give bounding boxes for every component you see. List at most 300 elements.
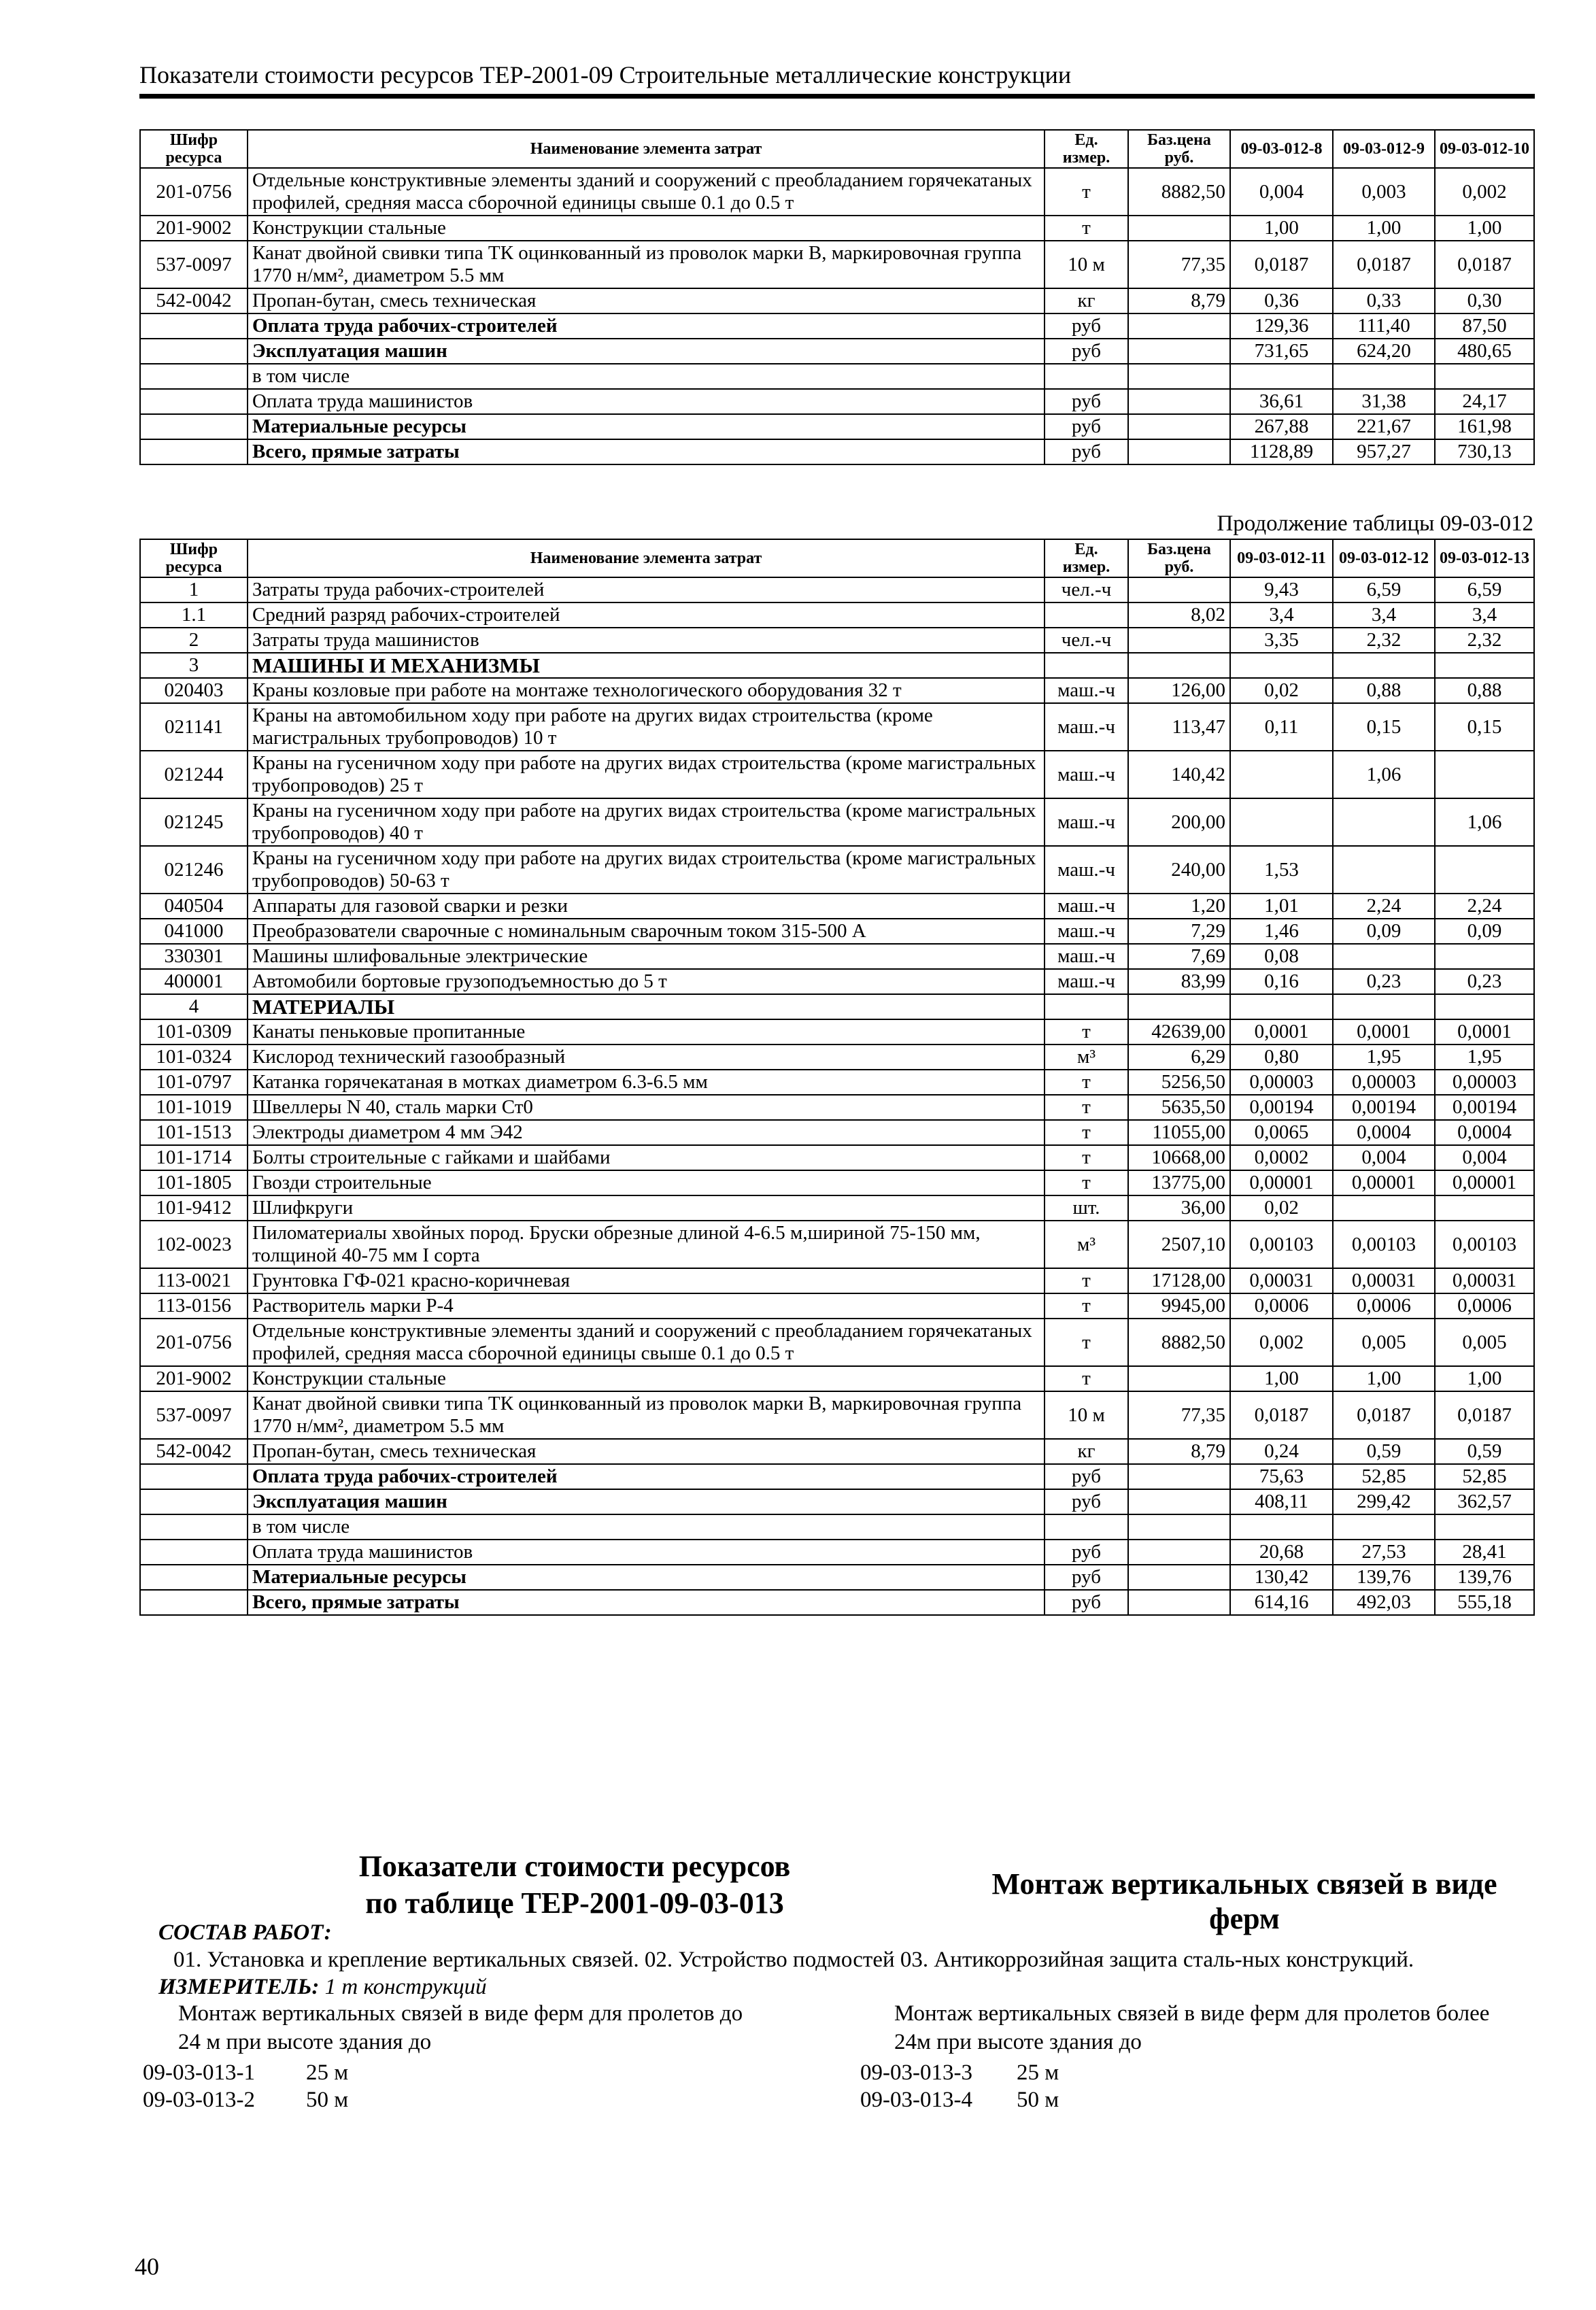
- composition-block: [158, 1919, 1546, 2001]
- cell-value: 1,01: [1230, 894, 1333, 919]
- table-row: [140, 1095, 1534, 1120]
- cell-value: 1,00: [1230, 1366, 1333, 1391]
- cell-price: 8882,50: [1128, 168, 1230, 216]
- cell-code: 101-0797: [140, 1070, 248, 1095]
- cell-value: [1333, 846, 1435, 894]
- cell-value: 3,35: [1230, 628, 1333, 653]
- continuation-label: Продолжение таблицы 09-03-012: [1217, 511, 1533, 536]
- cell-value: 0,005: [1333, 1319, 1435, 1366]
- cell-code: 102-0023: [140, 1221, 248, 1268]
- cell-unit: руб: [1045, 313, 1128, 339]
- cell-price: 77,35: [1128, 1391, 1230, 1439]
- cell-value: 0,30: [1435, 288, 1534, 313]
- cell-value: 1,95: [1333, 1044, 1435, 1070]
- cell-value: 555,18: [1435, 1590, 1534, 1615]
- table-row: [140, 1070, 1534, 1095]
- table-row: [140, 1590, 1534, 1615]
- cell-value: 0,0006: [1230, 1293, 1333, 1319]
- cell-value: 3,4: [1333, 602, 1435, 628]
- cell-value: [1435, 364, 1534, 389]
- column-header: Баз.цена руб.: [1128, 539, 1230, 577]
- cell-value: 0,80: [1230, 1044, 1333, 1070]
- cell-value: 492,03: [1333, 1590, 1435, 1615]
- cell-price: [1128, 577, 1230, 602]
- cell-value: 0,00194: [1333, 1095, 1435, 1120]
- composition-label: СОСТАВ РАБОТ:: [158, 1920, 332, 1945]
- left-codes: [143, 2059, 348, 2113]
- table-row: [140, 1195, 1534, 1221]
- cell-code: 101-0324: [140, 1044, 248, 1070]
- cell-value: 0,08: [1230, 944, 1333, 969]
- cell-unit: [1045, 653, 1128, 678]
- table-row: [140, 1221, 1534, 1268]
- cell-name: Отдельные конструктивные элементы зданий и сооружений с преобладанием горячекатаных профилей, средняя масса сборочной единицы свыше 0.1 до 0.5 т: [248, 1319, 1045, 1366]
- cell-value: 27,53: [1333, 1540, 1435, 1565]
- cell-unit: т: [1045, 1319, 1128, 1366]
- cell-value: [1435, 994, 1534, 1019]
- cell-unit: руб: [1045, 439, 1128, 464]
- table-row: [140, 944, 1534, 969]
- cell-code: 201-0756: [140, 168, 248, 216]
- cell-code: 3: [140, 653, 248, 678]
- table-row: [140, 216, 1534, 241]
- cell-value: 0,23: [1333, 969, 1435, 994]
- cell-code: 101-1805: [140, 1170, 248, 1195]
- cell-value: 0,00001: [1333, 1170, 1435, 1195]
- code-line: 09-03-013-2 50 м: [143, 2088, 349, 2112]
- cell-value: 2,24: [1435, 894, 1534, 919]
- cell-value: 730,13: [1435, 439, 1534, 464]
- cell-value: 0,0187: [1230, 241, 1333, 288]
- cell-code: [140, 339, 248, 364]
- right-description: Монтаж вертикальных связей в виде ферм для пролетов более 24м при высоте здания до: [894, 2001, 1490, 2054]
- cell-price: 83,99: [1128, 969, 1230, 994]
- table-row: [140, 1366, 1534, 1391]
- cell-name: Затраты труда машинистов: [248, 628, 1045, 653]
- cell-value: [1333, 1195, 1435, 1221]
- cell-value: 408,11: [1230, 1489, 1333, 1514]
- cell-value: 0,003: [1333, 168, 1435, 216]
- cell-unit: маш.-ч: [1045, 894, 1128, 919]
- table-row: [140, 678, 1534, 703]
- cell-price: [1128, 1489, 1230, 1514]
- cell-code: 542-0042: [140, 288, 248, 313]
- cell-value: 0,0006: [1333, 1293, 1435, 1319]
- cell-code: 201-9002: [140, 216, 248, 241]
- cell-code: 201-0756: [140, 1319, 248, 1366]
- cell-name: Эксплуатация машин: [248, 339, 1045, 364]
- table-header-row: [140, 130, 1534, 168]
- cell-code: [140, 364, 248, 389]
- cell-value: 161,98: [1435, 414, 1534, 439]
- column-header: 09-03-012-11: [1230, 539, 1333, 577]
- cell-unit: маш.-ч: [1045, 798, 1128, 846]
- cell-value: 1,00: [1435, 1366, 1534, 1391]
- cell-price: 42639,00: [1128, 1019, 1230, 1044]
- cell-code: [140, 313, 248, 339]
- cell-code: 021141: [140, 703, 248, 751]
- cell-price: [1128, 389, 1230, 414]
- right-codes: [860, 2059, 1059, 2113]
- cell-value: [1333, 798, 1435, 846]
- cell-value: 0,59: [1333, 1439, 1435, 1464]
- cell-unit: кг: [1045, 288, 1128, 313]
- cell-value: 1,00: [1333, 216, 1435, 241]
- cell-value: 0,0002: [1230, 1145, 1333, 1170]
- cell-price: [1128, 1366, 1230, 1391]
- cell-value: 0,0187: [1230, 1391, 1333, 1439]
- cell-value: 1,00: [1230, 216, 1333, 241]
- cell-unit: руб: [1045, 389, 1128, 414]
- cell-name: Грунтовка ГФ-021 красно-коричневая: [248, 1268, 1045, 1293]
- column-header: Баз.цена руб.: [1128, 130, 1230, 168]
- table-row: [140, 703, 1534, 751]
- cell-name: МАТЕРИАЛЫ: [248, 994, 1045, 1019]
- cell-price: [1128, 1590, 1230, 1615]
- cell-value: 267,88: [1230, 414, 1333, 439]
- cell-name: Растворитель марки Р-4: [248, 1293, 1045, 1319]
- cell-value: 2,24: [1333, 894, 1435, 919]
- cell-value: 480,65: [1435, 339, 1534, 364]
- cell-unit: 10 м: [1045, 1391, 1128, 1439]
- cell-value: 24,17: [1435, 389, 1534, 414]
- cell-value: 1128,89: [1230, 439, 1333, 464]
- cell-value: [1333, 944, 1435, 969]
- cell-value: 2,32: [1333, 628, 1435, 653]
- cell-name: Канаты пеньковые пропитанные: [248, 1019, 1045, 1044]
- code-line: 09-03-013-4 50 м: [860, 2088, 1059, 2112]
- cell-name: Оплата труда машинистов: [248, 389, 1045, 414]
- cell-price: [1128, 994, 1230, 1019]
- cell-name: Краны на гусеничном ходу при работе на других видах строительства (кроме магистральных трубопроводов) 50-63 т: [248, 846, 1045, 894]
- measurer-value: 1 т конструкций: [324, 1975, 487, 1999]
- cell-price: 126,00: [1128, 678, 1230, 703]
- cell-unit: руб: [1045, 1489, 1128, 1514]
- cell-value: 129,36: [1230, 313, 1333, 339]
- cell-value: 0,0001: [1333, 1019, 1435, 1044]
- cell-unit: [1045, 994, 1128, 1019]
- table-row: [140, 1464, 1534, 1489]
- cell-price: [1128, 364, 1230, 389]
- table-row: [140, 798, 1534, 846]
- cell-price: [1128, 439, 1230, 464]
- cell-unit: чел.-ч: [1045, 577, 1128, 602]
- cell-price: 9945,00: [1128, 1293, 1230, 1319]
- table-row: [140, 994, 1534, 1019]
- cell-name: Оплата труда машинистов: [248, 1540, 1045, 1565]
- cell-code: [140, 1464, 248, 1489]
- header-rule: [139, 94, 1535, 99]
- cell-value: 9,43: [1230, 577, 1333, 602]
- cell-name: Пропан-бутан, смесь техническая: [248, 288, 1045, 313]
- cell-unit: руб: [1045, 339, 1128, 364]
- cell-name: Краны на гусеничном ходу при работе на других видах строительства (кроме магистральных трубопроводов) 25 т: [248, 751, 1045, 798]
- cell-price: [1128, 313, 1230, 339]
- cell-code: 020403: [140, 678, 248, 703]
- table-row: [140, 1319, 1534, 1366]
- cell-unit: т: [1045, 216, 1128, 241]
- cell-unit: маш.-ч: [1045, 846, 1128, 894]
- cell-name: Кислород технический газообразный: [248, 1044, 1045, 1070]
- cell-unit: руб: [1045, 1464, 1128, 1489]
- table-row: [140, 1391, 1534, 1439]
- table-row: [140, 439, 1534, 464]
- cell-value: [1333, 653, 1435, 678]
- cell-code: 113-0156: [140, 1293, 248, 1319]
- cell-code: [140, 414, 248, 439]
- cell-value: 0,00001: [1435, 1170, 1534, 1195]
- cell-price: 200,00: [1128, 798, 1230, 846]
- cell-unit: [1045, 1514, 1128, 1540]
- table-row: [140, 1489, 1534, 1514]
- cell-name: Краны козловые при работе на монтаже технологического оборудования 32 т: [248, 678, 1045, 703]
- cell-value: 0,002: [1435, 168, 1534, 216]
- cell-value: 139,76: [1435, 1565, 1534, 1590]
- cell-unit: т: [1045, 1070, 1128, 1095]
- cell-value: 2,32: [1435, 628, 1534, 653]
- cell-value: 31,38: [1333, 389, 1435, 414]
- cell-unit: м³: [1045, 1044, 1128, 1070]
- cell-name: Пиломатериалы хвойных пород. Бруски обрезные длиной 4-6.5 м,шириной 75-150 мм, толщиной 40-75 мм I сорта: [248, 1221, 1045, 1268]
- table-header-row: [140, 539, 1534, 577]
- cell-value: [1230, 364, 1333, 389]
- cell-value: 0,00194: [1230, 1095, 1333, 1120]
- cell-code: 113-0021: [140, 1268, 248, 1293]
- cell-unit: маш.-ч: [1045, 969, 1128, 994]
- cell-name: Эксплуатация машин: [248, 1489, 1045, 1514]
- cell-name: Материальные ресурсы: [248, 414, 1045, 439]
- cell-price: 11055,00: [1128, 1120, 1230, 1145]
- cell-value: 0,15: [1435, 703, 1534, 751]
- cell-name: Болты строительные с гайками и шайбами: [248, 1145, 1045, 1170]
- cell-value: 0,02: [1230, 1195, 1333, 1221]
- cell-value: 1,00: [1333, 1366, 1435, 1391]
- cell-value: 1,95: [1435, 1044, 1534, 1070]
- cell-value: 0,24: [1230, 1439, 1333, 1464]
- resource-table-1: [139, 129, 1535, 465]
- cell-price: 8882,50: [1128, 1319, 1230, 1366]
- column-header: 09-03-012-12: [1333, 539, 1435, 577]
- cell-code: 021246: [140, 846, 248, 894]
- column-header: Шифр ресурса: [140, 130, 248, 168]
- table-row: [140, 414, 1534, 439]
- cell-code: 101-0309: [140, 1019, 248, 1044]
- cell-price: 240,00: [1128, 846, 1230, 894]
- cell-unit: руб: [1045, 1565, 1128, 1590]
- cell-code: [140, 1590, 248, 1615]
- cell-name: МАШИНЫ И МЕХАНИЗМЫ: [248, 653, 1045, 678]
- cell-value: 52,85: [1435, 1464, 1534, 1489]
- cell-name: Материальные ресурсы: [248, 1565, 1045, 1590]
- cell-unit: руб: [1045, 1590, 1128, 1615]
- cell-value: 0,0187: [1435, 241, 1534, 288]
- cell-value: 1,06: [1333, 751, 1435, 798]
- cell-name: Электроды диаметром 4 мм Э42: [248, 1120, 1045, 1145]
- table-row: [140, 241, 1534, 288]
- cell-value: 0,004: [1435, 1145, 1534, 1170]
- column-header: 09-03-012-13: [1435, 539, 1534, 577]
- cell-value: [1230, 751, 1333, 798]
- subtitle-right: Монтаж вертикальных связей в виде ферм: [991, 1867, 1497, 1935]
- cell-unit: т: [1045, 1268, 1128, 1293]
- cell-value: 0,36: [1230, 288, 1333, 313]
- cell-code: 2: [140, 628, 248, 653]
- cell-code: 537-0097: [140, 241, 248, 288]
- cell-code: [140, 1540, 248, 1565]
- cell-code: [140, 1489, 248, 1514]
- cell-value: 0,00031: [1230, 1268, 1333, 1293]
- cell-price: [1128, 1565, 1230, 1590]
- cell-value: [1435, 751, 1534, 798]
- column-header: 09-03-012-8: [1230, 130, 1333, 168]
- cell-price: 2507,10: [1128, 1221, 1230, 1268]
- cell-value: 6,59: [1333, 577, 1435, 602]
- cell-code: 021245: [140, 798, 248, 846]
- cell-price: 77,35: [1128, 241, 1230, 288]
- table-row: [140, 1268, 1534, 1293]
- cell-price: [1128, 1464, 1230, 1489]
- table-row: [140, 602, 1534, 628]
- cell-price: [1128, 414, 1230, 439]
- cell-unit: маш.-ч: [1045, 944, 1128, 969]
- cell-code: 101-9412: [140, 1195, 248, 1221]
- cell-price: 6,29: [1128, 1044, 1230, 1070]
- cell-value: [1230, 1514, 1333, 1540]
- cell-name: в том числе: [248, 1514, 1045, 1540]
- cell-value: 0,0065: [1230, 1120, 1333, 1145]
- cell-value: 0,0001: [1230, 1019, 1333, 1044]
- cell-code: 101-1019: [140, 1095, 248, 1120]
- code-line: 09-03-013-3 25 м: [860, 2060, 1059, 2085]
- cell-value: 0,33: [1333, 288, 1435, 313]
- cell-value: 0,00103: [1435, 1221, 1534, 1268]
- table-row: [140, 288, 1534, 313]
- cell-price: 7,69: [1128, 944, 1230, 969]
- cell-value: [1435, 1514, 1534, 1540]
- table-row: [140, 1170, 1534, 1195]
- column-header: Наименование элемента затрат: [248, 539, 1045, 577]
- table-row: [140, 894, 1534, 919]
- cell-name: Машины шлифовальные электрические: [248, 944, 1045, 969]
- cell-name: в том числе: [248, 364, 1045, 389]
- cell-value: 52,85: [1333, 1464, 1435, 1489]
- cell-value: 0,00003: [1230, 1070, 1333, 1095]
- cell-name: Канат двойной свивки типа ТК оцинкованный из проволок марки В, маркировочная группа 1770 н/мм², диаметром 5.5 мм: [248, 241, 1045, 288]
- cell-value: 0,15: [1333, 703, 1435, 751]
- cell-price: 17128,00: [1128, 1268, 1230, 1293]
- cell-value: 0,002: [1230, 1319, 1333, 1366]
- column-header: Ед. измер.: [1045, 130, 1128, 168]
- cell-price: [1128, 1514, 1230, 1540]
- cell-value: 1,06: [1435, 798, 1534, 846]
- cell-price: 1,20: [1128, 894, 1230, 919]
- cell-value: [1230, 653, 1333, 678]
- subtitle-left: Показатели стоимости ресурсов по таблице ТЕР-2001-09-03-013: [358, 1850, 791, 1920]
- cell-price: 8,79: [1128, 1439, 1230, 1464]
- cell-value: 0,09: [1333, 919, 1435, 944]
- cell-value: 731,65: [1230, 339, 1333, 364]
- table-row: [140, 389, 1534, 414]
- cell-value: 0,004: [1230, 168, 1333, 216]
- cell-value: 0,88: [1435, 678, 1534, 703]
- cell-code: 041000: [140, 919, 248, 944]
- cell-name: Отдельные конструктивные элементы зданий и сооружений с преобладанием горячекатаных профилей, средняя масса сборочной единицы свыше 0.1 до 0.5 т: [248, 168, 1045, 216]
- column-header: Наименование элемента затрат: [248, 130, 1045, 168]
- table-row: [140, 628, 1534, 653]
- cell-unit: маш.-ч: [1045, 678, 1128, 703]
- cell-value: 0,00003: [1333, 1070, 1435, 1095]
- cell-value: 362,57: [1435, 1489, 1534, 1514]
- table-row: [140, 1565, 1534, 1590]
- cell-name: Пропан-бутан, смесь техническая: [248, 1439, 1045, 1464]
- cell-unit: т: [1045, 1366, 1128, 1391]
- cell-value: [1230, 798, 1333, 846]
- cell-price: [1128, 1540, 1230, 1565]
- table-row: [140, 168, 1534, 216]
- cell-value: 614,16: [1230, 1590, 1333, 1615]
- measurer-label: ИЗМЕРИТЕЛЬ:: [158, 1975, 320, 1999]
- cell-value: 130,42: [1230, 1565, 1333, 1590]
- page-number: 40: [135, 2253, 159, 2280]
- cell-value: 3,4: [1435, 602, 1534, 628]
- cell-value: [1435, 944, 1534, 969]
- cell-code: 040504: [140, 894, 248, 919]
- cell-code: 1: [140, 577, 248, 602]
- cell-code: 1.1: [140, 602, 248, 628]
- cell-value: 0,00001: [1230, 1170, 1333, 1195]
- cell-value: 20,68: [1230, 1540, 1333, 1565]
- cell-name: Краны на гусеничном ходу при работе на других видах строительства (кроме магистральных трубопроводов) 40 т: [248, 798, 1045, 846]
- cell-unit: маш.-ч: [1045, 919, 1128, 944]
- cell-name: Оплата труда рабочих-строителей: [248, 1464, 1045, 1489]
- cell-price: 5635,50: [1128, 1095, 1230, 1120]
- cell-code: 021244: [140, 751, 248, 798]
- cell-value: 0,16: [1230, 969, 1333, 994]
- column-header: 09-03-012-9: [1333, 130, 1435, 168]
- cell-value: [1435, 653, 1534, 678]
- cell-name: Катанка горячекатаная в мотках диаметром 6.3-6.5 мм: [248, 1070, 1045, 1095]
- cell-price: 7,29: [1128, 919, 1230, 944]
- cell-value: 0,0004: [1435, 1120, 1534, 1145]
- cell-unit: руб: [1045, 414, 1128, 439]
- cell-value: 0,005: [1435, 1319, 1534, 1366]
- cell-unit: м³: [1045, 1221, 1128, 1268]
- table-row: [140, 846, 1534, 894]
- cell-value: [1435, 846, 1534, 894]
- cell-code: 4: [140, 994, 248, 1019]
- table-row: [140, 1019, 1534, 1044]
- cell-name: Средний разряд рабочих-строителей: [248, 602, 1045, 628]
- column-header: Ед. измер.: [1045, 539, 1128, 577]
- cell-value: 0,09: [1435, 919, 1534, 944]
- cell-name: Автомобили бортовые грузоподъемностью до 5 т: [248, 969, 1045, 994]
- cell-value: [1333, 994, 1435, 1019]
- cell-code: [140, 1514, 248, 1540]
- cell-name: Швеллеры N 40, сталь марки Ст0: [248, 1095, 1045, 1120]
- cell-value: 299,42: [1333, 1489, 1435, 1514]
- cell-name: Конструкции стальные: [248, 216, 1045, 241]
- cell-price: [1128, 339, 1230, 364]
- table-row: [140, 577, 1534, 602]
- cell-unit: [1045, 602, 1128, 628]
- cell-code: 537-0097: [140, 1391, 248, 1439]
- cell-code: 201-9002: [140, 1366, 248, 1391]
- cell-value: 0,0006: [1435, 1293, 1534, 1319]
- left-description: Монтаж вертикальных связей в виде ферм для пролетов до 24 м при высоте здания до: [178, 2001, 743, 2054]
- table-row: [140, 313, 1534, 339]
- cell-price: 13775,00: [1128, 1170, 1230, 1195]
- table-row: [140, 1540, 1534, 1565]
